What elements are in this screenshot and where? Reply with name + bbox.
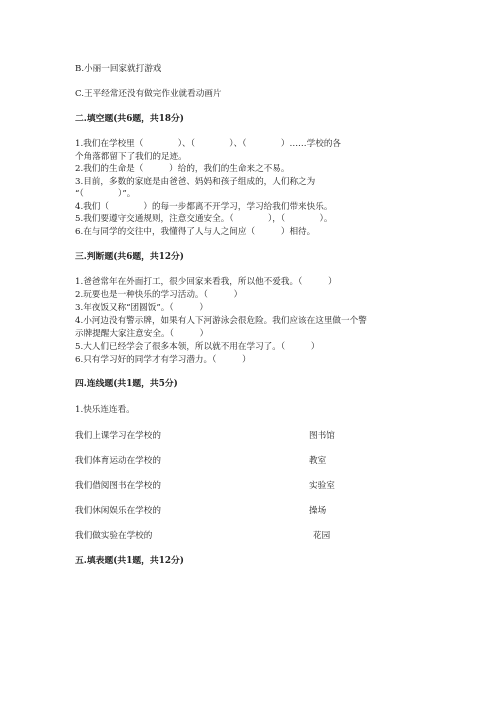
matching-left-item: 我们休闲娱乐在学校的 bbox=[75, 506, 161, 516]
fill-blank-q1-line1: 1.我们在学校里（ ）、（ ）、（ ）……学校的各 bbox=[75, 139, 342, 149]
matching-right-item: 花园 bbox=[313, 531, 331, 541]
matching-left-item: 我们上课学习在学校的 bbox=[75, 431, 161, 441]
matching-right-item: 图书馆 bbox=[309, 431, 335, 441]
section-fill-blank-heading: 二.填空题(共6题，共18分) bbox=[75, 114, 184, 124]
fill-blank-q2: 2.我们的生命是（ ）给的，我们的生命来之不易。 bbox=[75, 164, 290, 174]
matching-left-item: 我们借阅图书在学校的 bbox=[75, 481, 161, 491]
fill-blank-q5: 5.我们要遵守交通规则，注意交通安全。（ ），（ ）。 bbox=[75, 214, 333, 224]
matching-left-item: 我们做实验在学校的 bbox=[75, 531, 153, 541]
matching-intro: 1.快乐连连看。 bbox=[75, 405, 135, 415]
matching-left-item: 我们体育运动在学校的 bbox=[75, 456, 161, 466]
section-matching-heading: 四.连线题(共1题，共5分) bbox=[75, 379, 178, 389]
fill-blank-q1-line2: 个角落都留下了我们的足迹。 bbox=[75, 152, 187, 162]
judge-q3: 3.年夜饭又称“团圆饭”。（ ） bbox=[75, 303, 208, 313]
option-b: B.小丽一回家就打游戏 bbox=[75, 64, 162, 74]
section-table-heading: 五.填表题(共1题，共12分) bbox=[75, 556, 184, 566]
matching-right-item: 教室 bbox=[309, 456, 327, 466]
section-judge-heading: 三.判断题(共6题，共12分) bbox=[75, 252, 184, 262]
judge-q5: 5.大人们已经学会了很多本领，所以就不用在学习了。（ ） bbox=[75, 342, 320, 352]
fill-blank-q6: 6.在与同学的交往中，我懂得了人与人之间应（ ）相待。 bbox=[75, 227, 316, 237]
judge-q2: 2.玩要也是一种快乐的学习活动。（ ） bbox=[75, 290, 243, 300]
option-c: C.王平经常还没有做完作业就看动画片 bbox=[75, 89, 222, 99]
matching-right-item: 操场 bbox=[309, 506, 327, 516]
judge-q1: 1.爸爸常年在外面打工，很少回家来看我，所以他不爱我。（ ） bbox=[75, 277, 337, 287]
judge-q4-line1: 4.小河边没有警示牌，如果有人下河游泳会很危险。我们应该在这里做一个警 bbox=[75, 316, 367, 326]
matching-right-item: 实验室 bbox=[309, 481, 335, 491]
judge-q6: 6.只有学习好的同学才有学习潜力。（ ） bbox=[75, 355, 251, 365]
fill-blank-q3-line2: “（ ）”。 bbox=[75, 189, 136, 199]
fill-blank-q4: 4.我们（ ）的每一步都离不开学习，学习给我们带来快乐。 bbox=[75, 202, 333, 212]
judge-q4-line2: 示牌提醒大家注意安全。（ ） bbox=[75, 329, 209, 339]
fill-blank-q3-line1: 3.目前，多数的家庭是由爸爸、妈妈和孩子组成的，人们称之为 bbox=[75, 177, 316, 187]
